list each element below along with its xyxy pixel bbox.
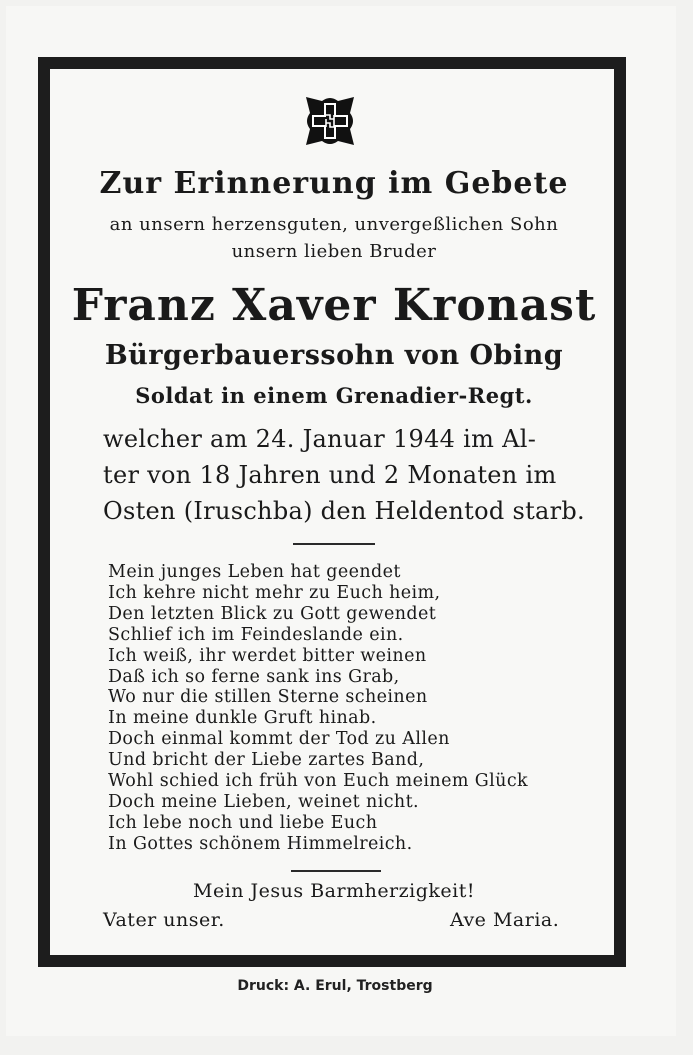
poem-line: In Gottes schönem Himmelreich. bbox=[108, 833, 413, 854]
poem-line: Mein junges Leben hat geendet bbox=[108, 562, 401, 582]
poem bbox=[108, 562, 568, 855]
fact-line-3: Osten (Iruschba) den Heldentod starb. bbox=[103, 497, 585, 525]
closing-ave-maria: Ave Maria. bbox=[450, 909, 560, 931]
poem-line: Ich weiß, ihr werdet bitter weinen bbox=[108, 645, 427, 666]
poem-line: Und bricht der Liebe zartes Band, bbox=[108, 750, 425, 771]
fact-line-2: ter von 18 Jahren und 2 Monaten im bbox=[103, 461, 557, 489]
poem-line: Ich kehre nicht mehr zu Euch heim, bbox=[108, 582, 441, 603]
divider-bottom bbox=[291, 870, 381, 872]
closing-vater-unser: Vater unser. bbox=[103, 909, 225, 931]
military-unit-line: Soldat in einem Grenadier-Regt. bbox=[135, 383, 533, 408]
dedication-line-2: unsern lieben Bruder bbox=[231, 241, 437, 262]
iron-cross-icon bbox=[302, 93, 358, 149]
poem-line: Wohl schied ich früh von Euch meinem Glück bbox=[108, 771, 529, 792]
dedication-line-1: an unsern herzensguten, unvergeßlichen Sohn bbox=[109, 214, 559, 235]
divider-top bbox=[293, 543, 375, 545]
poem-line: In meine dunkle Gruft hinab. bbox=[108, 708, 377, 729]
poem-line: Doch meine Lieben, weinet nicht. bbox=[108, 791, 419, 812]
printer-imprint: Druck: A. Erul, Trostberg bbox=[237, 978, 433, 994]
fact-line-1: welcher am 24. Januar 1944 im Al- bbox=[103, 425, 537, 453]
prayer-line: Mein Jesus Barmherzigkeit! bbox=[193, 880, 475, 902]
poem-line: Wo nur die stillen Sterne scheinen bbox=[108, 687, 428, 708]
poem-line: Ich lebe noch und liebe Euch bbox=[108, 812, 378, 833]
poem-line: Doch einmal kommt der Tod zu Allen bbox=[108, 729, 450, 750]
poem-line: Daß ich so ferne sank ins Grab, bbox=[108, 666, 400, 687]
heading: Zur Erinnerung im Gebete bbox=[99, 166, 569, 201]
origin-line: Bürgerbauerssohn von Obing bbox=[104, 340, 564, 371]
poem-line: Schlief ich im Feindeslande ein. bbox=[108, 624, 404, 645]
deceased-name: Franz Xaver Kronast bbox=[71, 280, 597, 331]
poem-line: Den letzten Blick zu Gott gewendet bbox=[108, 603, 437, 624]
